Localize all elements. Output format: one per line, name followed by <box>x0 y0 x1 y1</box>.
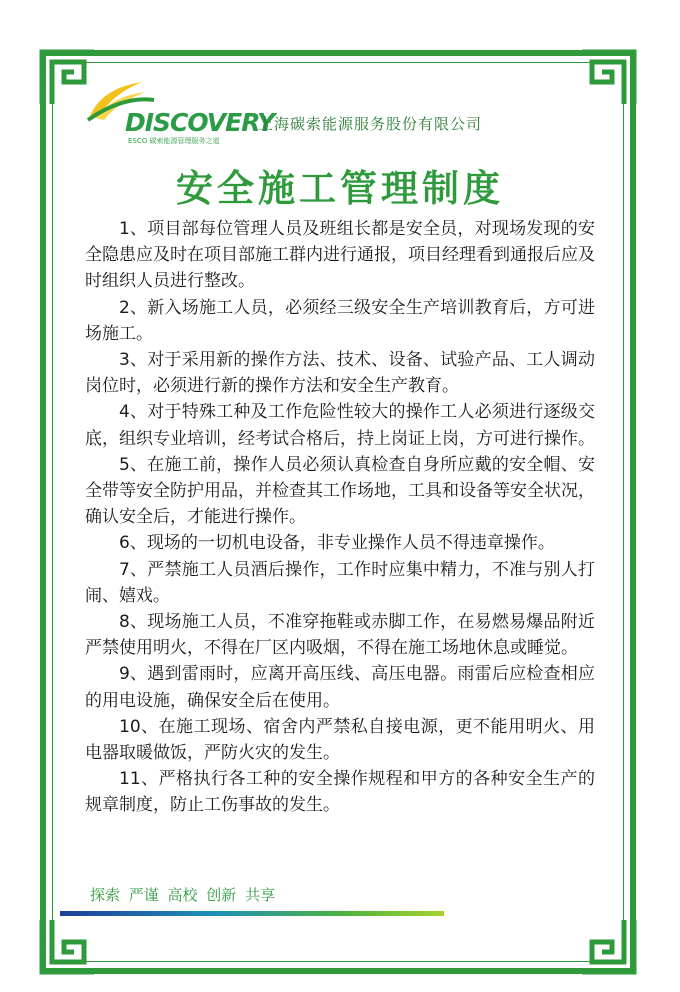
footer-slogan: 探索 严谨 高校 创新 共享 <box>90 886 276 904</box>
rules-list <box>85 216 595 819</box>
brand-tagline-text: 碳索能源管理服务之道 <box>149 137 220 145</box>
rule-item: 7、严禁施工人员酒后操作，工作时应集中精力，不准与别人打闹、嬉戏。 <box>85 559 595 606</box>
brand-abbr: ESCO <box>128 137 148 145</box>
page-title: 安全施工管理制度 <box>176 167 504 210</box>
rule-item: 9、遇到雷雨时，应离开高压线、高压电器。雨雷后应检查相应的用电设施，确保安全后在使用。 <box>85 664 595 711</box>
rule-item: 3、对于采用新的操作方法、技术、设备、试验产品、工人调动岗位时，必须进行新的操作方法和安全生产教育。 <box>85 350 595 397</box>
rule-item: 2、新入场施工人员，必须经三级安全生产培训教育后，方可进场施工。 <box>85 297 595 344</box>
corner-ornament-top-right <box>578 48 638 108</box>
rule-item: 1、项目部每位管理人员及班组长都是安全员，对现场发现的安全隐患应及时在项目部施工群内进行通报，项目经理看到通报后应及时组织人员进行整改。 <box>85 219 595 292</box>
rule-item: 4、对于特殊工种及工作危险性较大的操作工人必须进行逐级交底，组织专业培训，经考试合格后，持上岗证上岗，方可进行操作。 <box>85 402 595 449</box>
brand-tagline <box>128 136 220 146</box>
rule-item: 8、现场施工人员，不准穿拖鞋或赤脚工作，在易燃易爆品附近严禁使用明火，不得在厂区内吸烟，不得在施工场地休息或睡觉。 <box>85 612 595 659</box>
company-name: 上海碳索能源服务股份有限公司 <box>258 115 483 133</box>
gradient-divider <box>60 911 444 916</box>
rule-item: 10、在施工现场、宿舍内严禁私自接电源，更不能用明火、用电器取暖做饭，严防火灾的发生。 <box>85 716 595 764</box>
brand-name: DISCOVERY <box>125 108 275 137</box>
corner-ornament-bottom-left <box>38 916 98 976</box>
rule-item: 11、严格执行各工种的安全操作规程和甲方的各种安全生产的规章制度，防止工伤事故的发生。 <box>85 769 595 816</box>
rule-item: 5、在施工前，操作人员必须认真检查自身所应戴的安全帽、安全带等安全防护用品，并检查其工作场地，工具和设备等安全状况，确认安全后，才能进行操作。 <box>85 454 595 528</box>
rule-item: 6、现场的一切机电设备，非专业操作人员不得违章操作。 <box>119 533 555 554</box>
corner-ornament-bottom-right <box>578 916 638 976</box>
